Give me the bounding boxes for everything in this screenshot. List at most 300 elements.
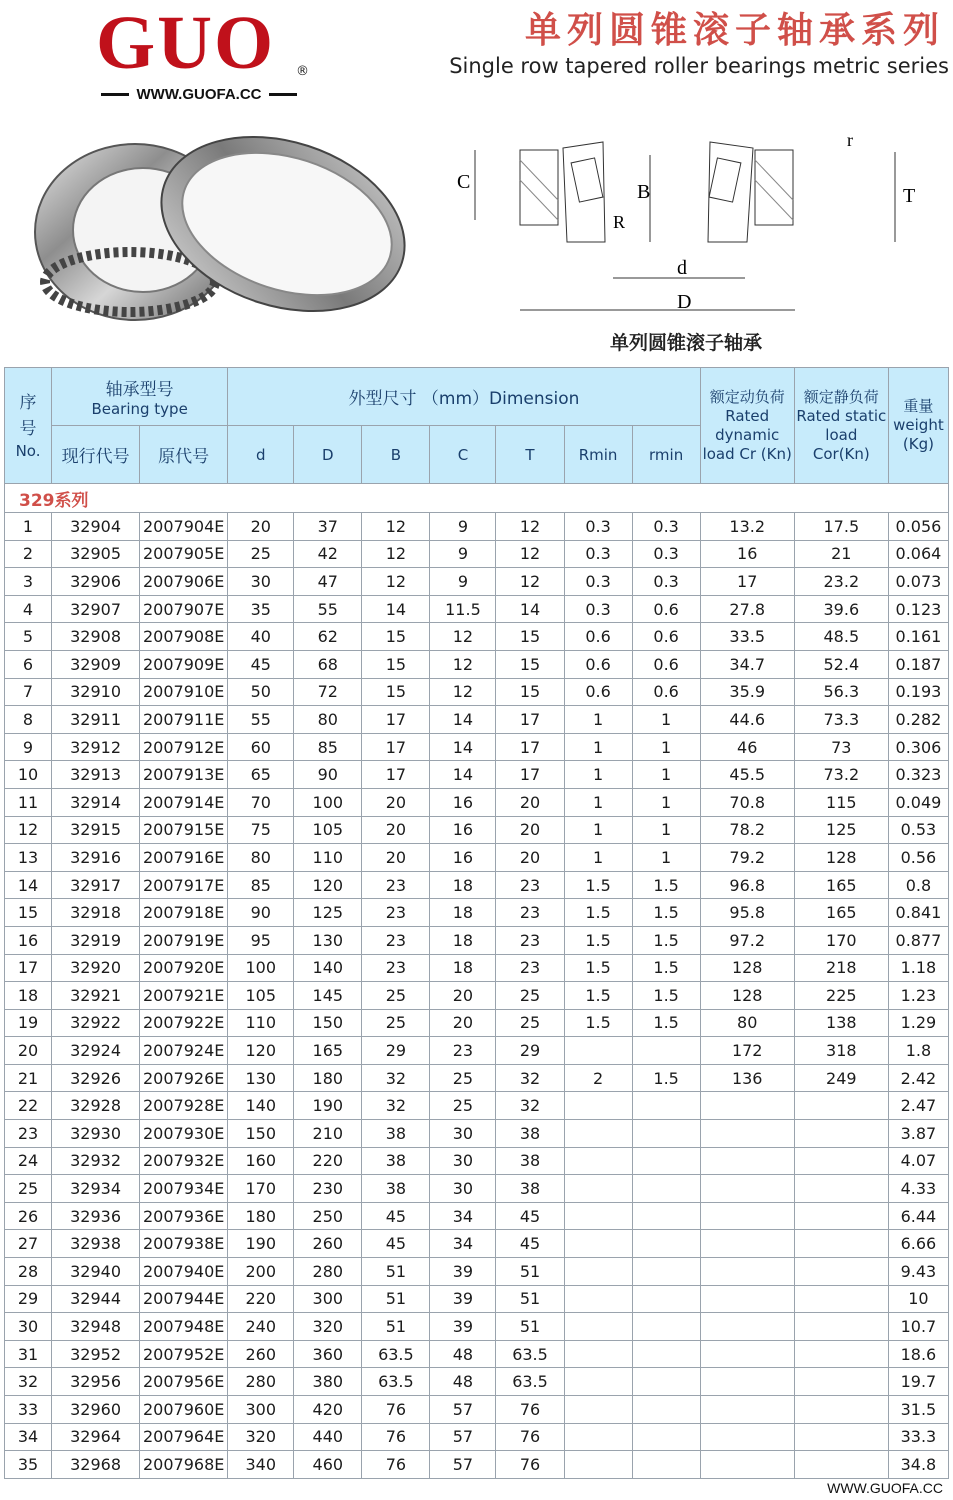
cell-B: 20 (362, 816, 430, 844)
cell-weight: 0.8 (888, 871, 948, 899)
cell-B: 23 (362, 899, 430, 927)
table-row (5, 844, 949, 872)
cell-static-load (794, 1230, 888, 1258)
cell-dynamic-load: 45.5 (700, 761, 794, 789)
table-row (5, 899, 949, 927)
cell-d: 80 (228, 844, 294, 872)
table-row (5, 761, 949, 789)
cell-old-code: 2007907E (140, 595, 228, 623)
cell-C: 18 (430, 926, 496, 954)
cell-Rmin: 0.3 (564, 513, 632, 541)
cell-T: 15 (496, 650, 564, 678)
cell-no: 9 (5, 733, 52, 761)
cell-B: 51 (362, 1313, 430, 1341)
cell-rmin: 0.6 (632, 650, 700, 678)
cell-T: 23 (496, 899, 564, 927)
cell-d: 160 (228, 1147, 294, 1175)
cell-weight: 0.056 (888, 513, 948, 541)
cell-Rmin: 0.6 (564, 678, 632, 706)
cell-D: 190 (294, 1092, 362, 1120)
cell-D: 55 (294, 595, 362, 623)
cell-Rmin: 0.3 (564, 540, 632, 568)
header-static-load-en: Rated static load Cor(Kn) (796, 406, 887, 463)
cell-dynamic-load: 44.6 (700, 706, 794, 734)
cell-no: 6 (5, 650, 52, 678)
cell-B: 32 (362, 1064, 430, 1092)
cell-weight: 0.53 (888, 816, 948, 844)
cell-D: 440 (294, 1423, 362, 1451)
cell-Rmin (564, 1092, 632, 1120)
cell-current-code: 32934 (52, 1175, 140, 1203)
cell-D: 68 (294, 650, 362, 678)
cell-dynamic-load (700, 1451, 794, 1479)
cell-no: 23 (5, 1120, 52, 1148)
cell-dynamic-load: 35.9 (700, 678, 794, 706)
cell-d: 320 (228, 1423, 294, 1451)
cell-old-code: 2007936E (140, 1202, 228, 1230)
cell-no: 11 (5, 788, 52, 816)
cell-B: 51 (362, 1285, 430, 1313)
table-row (5, 513, 949, 541)
cell-d: 260 (228, 1340, 294, 1368)
table-row (5, 926, 949, 954)
cell-static-load: 138 (794, 1009, 888, 1037)
cell-static-load: 128 (794, 844, 888, 872)
cell-Rmin: 0.6 (564, 650, 632, 678)
cell-D: 280 (294, 1258, 362, 1286)
table-row (5, 1009, 949, 1037)
cell-B: 17 (362, 761, 430, 789)
cell-dynamic-load (700, 1340, 794, 1368)
cell-old-code: 2007964E (140, 1423, 228, 1451)
registered-mark: ® (296, 64, 309, 79)
header-dynamic-load-cn: 额定动负荷 (709, 387, 785, 406)
cell-dynamic-load (700, 1175, 794, 1203)
cell-old-code: 2007913E (140, 761, 228, 789)
cell-current-code: 32910 (52, 678, 140, 706)
header-D: D (294, 426, 362, 484)
cell-old-code: 2007916E (140, 844, 228, 872)
cell-rmin (632, 1313, 700, 1341)
cell-B: 45 (362, 1230, 430, 1258)
cell-old-code: 2007926E (140, 1064, 228, 1092)
header-no (5, 368, 52, 484)
cell-dynamic-load: 17 (700, 568, 794, 596)
cell-T: 12 (496, 540, 564, 568)
cell-T: 15 (496, 678, 564, 706)
cell-D: 150 (294, 1009, 362, 1037)
header-bearing-type (52, 368, 228, 426)
cell-dynamic-load (700, 1313, 794, 1341)
table-row (5, 706, 949, 734)
cell-dynamic-load (700, 1368, 794, 1396)
table-row (5, 1230, 949, 1258)
cell-no: 8 (5, 706, 52, 734)
cell-Rmin: 1 (564, 816, 632, 844)
cell-B: 15 (362, 650, 430, 678)
cell-B: 76 (362, 1423, 430, 1451)
cell-weight: 1.18 (888, 954, 948, 982)
header-dimension: 外型尺寸 （mm）Dimension (228, 368, 700, 426)
cell-old-code: 2007904E (140, 513, 228, 541)
cell-rmin (632, 1175, 700, 1203)
cell-Rmin (564, 1147, 632, 1175)
divider (269, 93, 297, 96)
cell-current-code: 32917 (52, 871, 140, 899)
cell-no: 17 (5, 954, 52, 982)
cell-Rmin: 1.5 (564, 871, 632, 899)
cell-dynamic-load: 78.2 (700, 816, 794, 844)
cell-current-code: 32952 (52, 1340, 140, 1368)
cell-D: 220 (294, 1147, 362, 1175)
cell-dynamic-load (700, 1230, 794, 1258)
table-row (5, 733, 949, 761)
cell-no: 3 (5, 568, 52, 596)
cell-weight: 1.23 (888, 982, 948, 1010)
cell-B: 25 (362, 1009, 430, 1037)
cell-D: 380 (294, 1368, 362, 1396)
cell-static-load: 73.3 (794, 706, 888, 734)
cell-rmin: 0.3 (632, 568, 700, 596)
cell-current-code: 32940 (52, 1258, 140, 1286)
bearing-cross-section-diagram (455, 130, 915, 360)
cell-D: 420 (294, 1396, 362, 1424)
cell-B: 63.5 (362, 1368, 430, 1396)
cell-B: 20 (362, 844, 430, 872)
cell-dynamic-load (700, 1285, 794, 1313)
cell-C: 25 (430, 1092, 496, 1120)
cell-rmin (632, 1368, 700, 1396)
table-row (5, 871, 949, 899)
cell-D: 105 (294, 816, 362, 844)
cell-C: 14 (430, 733, 496, 761)
cell-B: 12 (362, 540, 430, 568)
cell-C: 9 (430, 513, 496, 541)
table-row (5, 1120, 949, 1148)
cell-C: 48 (430, 1340, 496, 1368)
cell-current-code: 32944 (52, 1285, 140, 1313)
table-row (5, 568, 949, 596)
cell-d: 140 (228, 1092, 294, 1120)
cell-d: 45 (228, 650, 294, 678)
header-static-load (794, 368, 888, 484)
cell-current-code: 32936 (52, 1202, 140, 1230)
cell-d: 340 (228, 1451, 294, 1479)
cell-C: 30 (430, 1120, 496, 1148)
cell-C: 20 (430, 982, 496, 1010)
cell-C: 14 (430, 761, 496, 789)
cell-old-code: 2007921E (140, 982, 228, 1010)
cell-T: 17 (496, 761, 564, 789)
cell-static-load: 218 (794, 954, 888, 982)
cell-d: 120 (228, 1037, 294, 1065)
table-row (5, 1064, 949, 1092)
cell-no: 15 (5, 899, 52, 927)
table-row (5, 816, 949, 844)
dimension-label-T: T (903, 185, 915, 207)
cell-current-code: 32938 (52, 1230, 140, 1258)
cell-dynamic-load (700, 1258, 794, 1286)
cell-rmin: 1.5 (632, 926, 700, 954)
cell-rmin (632, 1092, 700, 1120)
header-d: d (228, 426, 294, 484)
cell-rmin: 0.3 (632, 540, 700, 568)
header-bearing-type-en: Bearing type (91, 400, 188, 418)
cell-no: 27 (5, 1230, 52, 1258)
cell-T: 23 (496, 871, 564, 899)
header-B: B (362, 426, 430, 484)
header-T: T (496, 426, 564, 484)
cell-dynamic-load (700, 1120, 794, 1148)
cell-C: 12 (430, 678, 496, 706)
header-dynamic-load (700, 368, 794, 484)
cell-weight: 0.306 (888, 733, 948, 761)
bearing-photo (25, 112, 420, 347)
cell-Rmin: 0.3 (564, 568, 632, 596)
table-row (5, 954, 949, 982)
cell-old-code: 2007910E (140, 678, 228, 706)
cell-weight: 2.47 (888, 1092, 948, 1120)
page-title-en: Single row tapered roller bearings metric series (449, 54, 949, 78)
cell-B: 20 (362, 788, 430, 816)
cell-T: 20 (496, 816, 564, 844)
cell-rmin (632, 1202, 700, 1230)
cell-C: 9 (430, 540, 496, 568)
dimension-label-r: r (847, 130, 853, 150)
cell-B: 38 (362, 1175, 430, 1203)
cell-C: 16 (430, 816, 496, 844)
cell-old-code: 2007909E (140, 650, 228, 678)
cell-T: 12 (496, 513, 564, 541)
cell-weight: 3.87 (888, 1120, 948, 1148)
table-row (5, 1092, 949, 1120)
cell-rmin: 0.6 (632, 623, 700, 651)
cell-D: 140 (294, 954, 362, 982)
cell-B: 23 (362, 954, 430, 982)
cell-old-code: 2007924E (140, 1037, 228, 1065)
cell-static-load: 21 (794, 540, 888, 568)
cell-D: 37 (294, 513, 362, 541)
cell-rmin: 1.5 (632, 1064, 700, 1092)
cell-T: 20 (496, 844, 564, 872)
cell-weight: 10.7 (888, 1313, 948, 1341)
cell-rmin: 1.5 (632, 871, 700, 899)
cell-weight: 0.123 (888, 595, 948, 623)
cell-rmin: 1 (632, 733, 700, 761)
cell-rmin (632, 1230, 700, 1258)
cell-current-code: 32909 (52, 650, 140, 678)
cell-D: 320 (294, 1313, 362, 1341)
table-row (5, 1451, 949, 1479)
cell-dynamic-load: 96.8 (700, 871, 794, 899)
cell-old-code: 2007932E (140, 1147, 228, 1175)
cell-weight: 6.44 (888, 1202, 948, 1230)
cell-no: 14 (5, 871, 52, 899)
cell-weight: 1.8 (888, 1037, 948, 1065)
cell-d: 170 (228, 1175, 294, 1203)
cell-Rmin (564, 1230, 632, 1258)
cell-B: 76 (362, 1396, 430, 1424)
header-old-code: 原代号 (140, 426, 228, 484)
bearing-spec-table-container (4, 367, 949, 1479)
cell-old-code: 2007952E (140, 1340, 228, 1368)
cell-rmin: 1 (632, 706, 700, 734)
table-row (5, 788, 949, 816)
cell-weight: 6.66 (888, 1230, 948, 1258)
cell-old-code: 2007948E (140, 1313, 228, 1341)
cell-weight: 0.841 (888, 899, 948, 927)
cell-d: 100 (228, 954, 294, 982)
dimension-label-D: D (677, 291, 692, 313)
cell-D: 260 (294, 1230, 362, 1258)
cell-static-load (794, 1451, 888, 1479)
cell-C: 57 (430, 1396, 496, 1424)
cell-Rmin (564, 1120, 632, 1148)
cell-d: 55 (228, 706, 294, 734)
cell-rmin (632, 1147, 700, 1175)
table-row (5, 1202, 949, 1230)
cell-C: 39 (430, 1285, 496, 1313)
cell-current-code: 32932 (52, 1147, 140, 1175)
cell-d: 130 (228, 1064, 294, 1092)
cell-current-code: 32905 (52, 540, 140, 568)
cell-current-code: 32906 (52, 568, 140, 596)
cell-static-load (794, 1313, 888, 1341)
cell-T: 63.5 (496, 1340, 564, 1368)
cell-C: 34 (430, 1202, 496, 1230)
cell-current-code: 32968 (52, 1451, 140, 1479)
cell-weight: 0.161 (888, 623, 948, 651)
cell-weight: 2.42 (888, 1064, 948, 1092)
cell-no: 33 (5, 1396, 52, 1424)
cell-d: 240 (228, 1313, 294, 1341)
cell-C: 18 (430, 899, 496, 927)
cell-current-code: 32919 (52, 926, 140, 954)
cell-rmin: 1.5 (632, 899, 700, 927)
cell-B: 76 (362, 1451, 430, 1479)
cell-old-code: 2007908E (140, 623, 228, 651)
dimension-label-C: C (457, 171, 471, 193)
cell-static-load: 73 (794, 733, 888, 761)
cell-rmin (632, 1451, 700, 1479)
cell-D: 145 (294, 982, 362, 1010)
cell-rmin: 0.6 (632, 678, 700, 706)
cell-C: 57 (430, 1423, 496, 1451)
cell-current-code: 32908 (52, 623, 140, 651)
cell-current-code: 32907 (52, 595, 140, 623)
cell-weight: 0.064 (888, 540, 948, 568)
cell-T: 29 (496, 1037, 564, 1065)
cell-Rmin: 0.6 (564, 623, 632, 651)
cell-D: 80 (294, 706, 362, 734)
cell-old-code: 2007905E (140, 540, 228, 568)
cell-no: 32 (5, 1368, 52, 1396)
cell-d: 190 (228, 1230, 294, 1258)
header-dynamic-load-en: Rated dynamic load Cr (Kn) (702, 406, 792, 463)
cell-T: 63.5 (496, 1368, 564, 1396)
cell-B: 15 (362, 678, 430, 706)
cell-dynamic-load: 46 (700, 733, 794, 761)
cell-no: 12 (5, 816, 52, 844)
cell-T: 45 (496, 1202, 564, 1230)
cell-T: 32 (496, 1092, 564, 1120)
cell-Rmin (564, 1037, 632, 1065)
cell-weight: 31.5 (888, 1396, 948, 1424)
cell-d: 200 (228, 1258, 294, 1286)
cell-static-load: 73.2 (794, 761, 888, 789)
cell-static-load (794, 1147, 888, 1175)
cell-current-code: 32916 (52, 844, 140, 872)
cell-D: 120 (294, 871, 362, 899)
table-row (5, 1423, 949, 1451)
cell-T: 25 (496, 982, 564, 1010)
cell-T: 17 (496, 733, 564, 761)
cell-old-code: 2007922E (140, 1009, 228, 1037)
cell-T: 15 (496, 623, 564, 651)
cell-no: 35 (5, 1451, 52, 1479)
cell-current-code: 32911 (52, 706, 140, 734)
cell-no: 20 (5, 1037, 52, 1065)
cell-no: 30 (5, 1313, 52, 1341)
cell-static-load: 165 (794, 899, 888, 927)
header-weight-cn: 重量 (903, 397, 934, 415)
cell-old-code: 2007911E (140, 706, 228, 734)
cell-current-code: 32956 (52, 1368, 140, 1396)
cell-B: 63.5 (362, 1340, 430, 1368)
cell-B: 32 (362, 1092, 430, 1120)
cell-old-code: 2007918E (140, 899, 228, 927)
cell-d: 85 (228, 871, 294, 899)
cell-B: 12 (362, 513, 430, 541)
cell-current-code: 32964 (52, 1423, 140, 1451)
cell-rmin (632, 1258, 700, 1286)
table-row (5, 678, 949, 706)
cell-dynamic-load (700, 1202, 794, 1230)
cell-B: 23 (362, 926, 430, 954)
cell-dynamic-load: 70.8 (700, 788, 794, 816)
cell-D: 47 (294, 568, 362, 596)
cell-no: 22 (5, 1092, 52, 1120)
cell-T: 25 (496, 1009, 564, 1037)
cell-T: 76 (496, 1451, 564, 1479)
cell-dynamic-load: 95.8 (700, 899, 794, 927)
cell-weight: 9.43 (888, 1258, 948, 1286)
cell-Rmin: 1 (564, 761, 632, 789)
cell-no: 2 (5, 540, 52, 568)
cell-weight: 0.187 (888, 650, 948, 678)
cell-weight: 10 (888, 1285, 948, 1313)
cell-weight: 33.3 (888, 1423, 948, 1451)
cell-C: 18 (430, 954, 496, 982)
cell-static-load: 23.2 (794, 568, 888, 596)
cell-old-code: 2007934E (140, 1175, 228, 1203)
cell-C: 16 (430, 788, 496, 816)
cell-no: 19 (5, 1009, 52, 1037)
cell-old-code: 2007915E (140, 816, 228, 844)
cell-current-code: 32928 (52, 1092, 140, 1120)
cell-d: 70 (228, 788, 294, 816)
cell-B: 14 (362, 595, 430, 623)
cell-d: 90 (228, 899, 294, 927)
table-row (5, 623, 949, 651)
cell-B: 45 (362, 1202, 430, 1230)
cell-d: 75 (228, 816, 294, 844)
cell-D: 300 (294, 1285, 362, 1313)
header-current-code: 现行代号 (52, 426, 140, 484)
cell-dynamic-load: 136 (700, 1064, 794, 1092)
dimension-label-R: R (613, 212, 626, 232)
cell-static-load (794, 1202, 888, 1230)
